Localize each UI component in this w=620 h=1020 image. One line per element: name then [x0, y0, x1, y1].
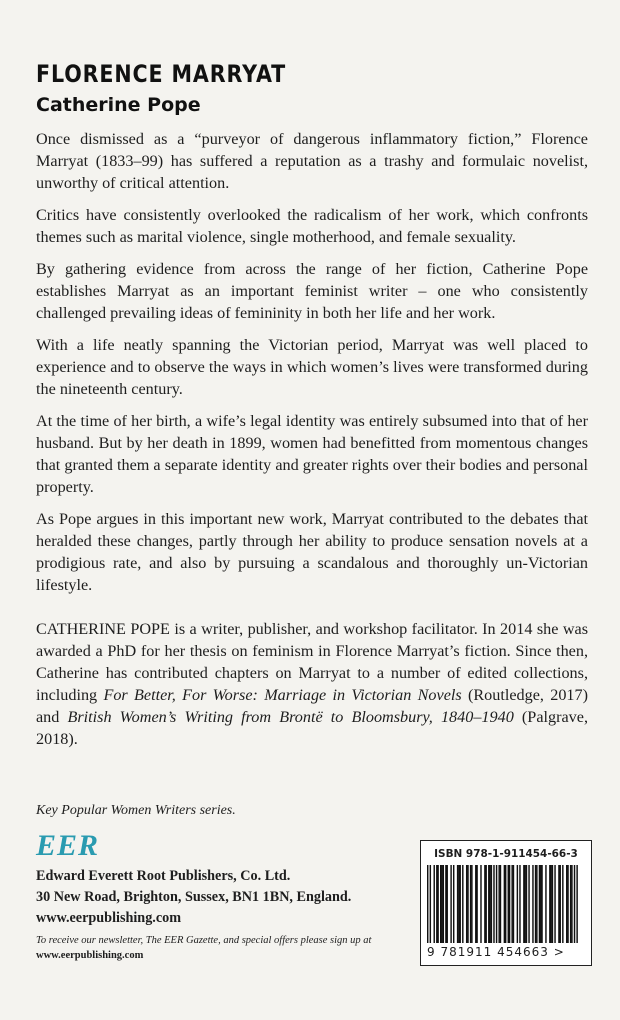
- newsletter-text: To receive our newsletter, The EER Gazette, and special offers please sign up at: [36, 935, 372, 946]
- barcode-bar: [489, 865, 490, 943]
- book-title: FLORENCE MARRYAT: [36, 60, 287, 88]
- publisher-logo: EER: [36, 829, 100, 862]
- barcode-bar: [427, 865, 428, 943]
- barcode-bar: [430, 865, 431, 943]
- barcode-bar: [558, 865, 559, 943]
- barcode-bar: [528, 865, 529, 943]
- barcode-bar: [459, 865, 460, 943]
- barcode-bar: [535, 865, 536, 943]
- barcode-bar: [484, 865, 485, 943]
- barcode-bar: [539, 865, 540, 943]
- barcode-bar: [462, 865, 463, 943]
- barcode-bar: [485, 865, 486, 943]
- barcode-bar: [524, 865, 525, 943]
- barcode-bar: [549, 865, 550, 943]
- barcode-bar: [436, 865, 437, 943]
- blurb: [36, 128, 588, 760]
- barcode-bar: [440, 865, 441, 943]
- barcode-bar: [576, 865, 577, 943]
- barcode-bar: [517, 865, 518, 943]
- barcode-bar: [541, 865, 542, 943]
- barcode-bar: [488, 865, 489, 943]
- barcode-bar: [571, 865, 572, 943]
- barcode-bar: [536, 865, 537, 943]
- barcode-bar: [496, 865, 497, 943]
- barcode-bar: [519, 865, 520, 943]
- barcode-bar: [498, 865, 499, 943]
- author-bio: [36, 618, 588, 750]
- barcode-bar: [570, 865, 571, 943]
- barcode-bar: [513, 865, 514, 943]
- blurb-paragraph: As Pope argues in this important new work, Marryat contributed to the debates that heralded these changes, partly through her ability to produce sensation novels at a prodigious rate, and also by pursuing a scandalous and thoroughly un-Victorian lifestyle.: [36, 510, 588, 594]
- bio-text: CATHERINE POPE is a writer, publisher, and workshop facilitator. In 2014 she was awarded a PhD for her thesis on feminism in Florence Marryat’s fiction. Since then, Catherine has contributed chapters on Marryat to a number of edited collections, including: [36, 620, 588, 704]
- barcode-bar: [446, 865, 447, 943]
- barcode-bar: [480, 865, 481, 943]
- barcode-bar: [434, 865, 435, 943]
- barcode-bar: [470, 865, 471, 943]
- barcode-bar: [504, 865, 505, 943]
- bio-text: (Routledge, 2017) and: [36, 686, 588, 726]
- bio-book-title: For Better, For Worse: Marriage in Victorian Novels: [103, 686, 462, 704]
- barcode-bar: [441, 865, 442, 943]
- barcode-bar: [491, 865, 492, 943]
- barcode-bar: [475, 865, 476, 943]
- blurb-paragraph: Critics have consistently overlooked the radicalism of her work, which confronts themes such as marital violence, single motherhood, and female sexuality.: [36, 206, 588, 246]
- barcode-bar: [500, 865, 501, 943]
- barcode-bar: [437, 865, 438, 943]
- blurb-paragraph: By gathering evidence from across the range of her fiction, Catherine Pope establishes Marryat as an important feminist writer – one who consistently challenged prevailing ideas of femininity in both her life and her work.: [36, 260, 588, 322]
- isbn-label: ISBN 978-1-911454-66-3: [434, 847, 578, 860]
- publisher-address: 30 New Road, Brighton, Sussex, BN1 1BN, England.: [36, 889, 352, 905]
- barcode-bar: [458, 865, 459, 943]
- barcode-bar: [505, 865, 506, 943]
- newsletter-url: www.eerpublishing.com: [36, 950, 144, 961]
- barcode-bar: [560, 865, 561, 943]
- newsletter-note: [36, 933, 406, 963]
- blurb-paragraph: Once dismissed as a “purveyor of dangerous inflammatory fiction,” Florence Marryat (1833–99) has suffered a reputation as a trashy and formulaic novelist, unworthy of critical attention.: [36, 130, 588, 192]
- barcode-bar: [540, 865, 541, 943]
- barcode-bar: [566, 865, 567, 943]
- barcode-bar: [443, 865, 444, 943]
- bio-text: (Palgrave, 2018).: [36, 708, 588, 748]
- barcode-bar: [545, 865, 546, 943]
- barcode-bars: [427, 865, 587, 945]
- barcode-bar: [467, 865, 468, 943]
- barcode-bar: [466, 865, 467, 943]
- blurb-paragraph: At the time of her birth, a wife’s legal identity was entirely subsumed into that of her husband. But by her death in 1899, women had benefitted from momentous changes that granted them a separate identity and greater rights over their bodies and personal property.: [36, 412, 588, 496]
- barcode-bar: [550, 865, 551, 943]
- barcode-bar: [523, 865, 524, 943]
- barcode-bar: [574, 865, 575, 943]
- author-name: Catherine Pope: [36, 94, 201, 116]
- barcode-bar: [445, 865, 446, 943]
- publisher-name: Edward Everett Root Publishers, Co. Ltd.: [36, 868, 291, 884]
- publisher-info: [36, 866, 416, 929]
- barcode-bar: [476, 865, 477, 943]
- blurb-paragraph: With a life neatly spanning the Victorian period, Marryat was well placed to experience and to observe the ways in which women’s lives were transformed during the nineteenth century.: [36, 336, 588, 398]
- barcode-digits: 9 781911 454663 >: [427, 945, 565, 959]
- barcode-bar: [508, 865, 509, 943]
- series-note: Key Popular Women Writers series.: [36, 803, 236, 818]
- barcode-bar: [457, 865, 458, 943]
- barcode-bar: [567, 865, 568, 943]
- bio-book-title: British Women’s Writing from Brontë to Bloomsbury, 1840–1940: [67, 708, 514, 726]
- barcode-bar: [554, 865, 555, 943]
- publisher-website: www.eerpublishing.com: [36, 910, 182, 926]
- barcode-bar: [453, 865, 454, 943]
- barcode-bar: [493, 865, 494, 943]
- barcode-bar: [552, 865, 553, 943]
- barcode-bar: [511, 865, 512, 943]
- barcode-bar: [450, 865, 451, 943]
- barcode-box: [420, 840, 592, 966]
- barcode-bar: [526, 865, 527, 943]
- barcode-bar: [471, 865, 472, 943]
- barcode-bar: [532, 865, 533, 943]
- barcode-bar: [562, 865, 563, 943]
- barcode-bar: [509, 865, 510, 943]
